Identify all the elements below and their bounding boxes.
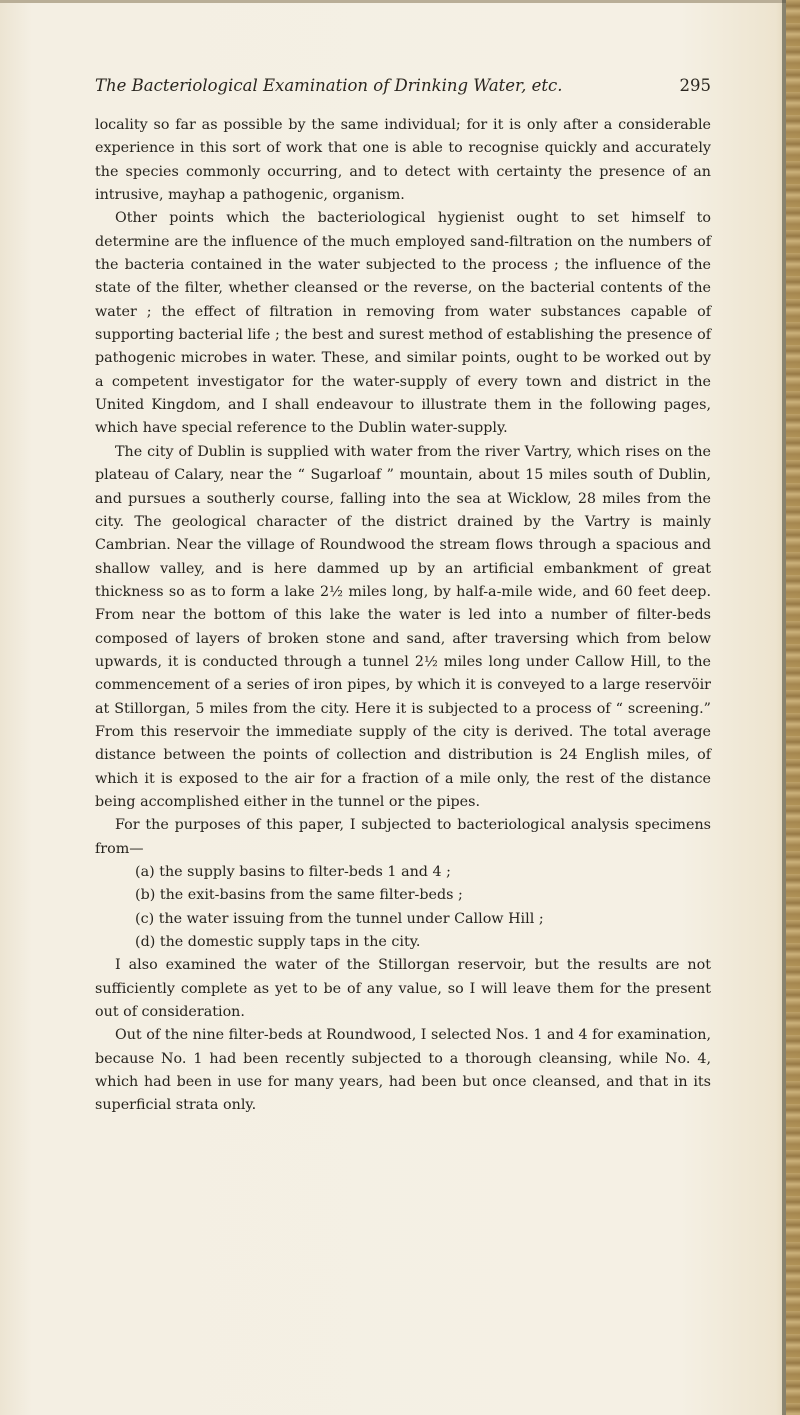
running-title: The Bacteriological Examination of Drinking Water, etc. (95, 76, 563, 95)
book-spine-binding (786, 0, 800, 1415)
paragraph-6: Out of the nine filter-beds at Roundwood, I selected Nos. 1 and 4 for examination, because No. 1 had been recently subjected to a thorough cleansing, while No. 4, which had been in use for many years, had been but once cleansed, and that in its superficial strata only. (95, 1027, 711, 1114)
list-item-c: (c) the water issuing from the tunnel under Callow Hill ; (135, 910, 544, 927)
paragraph-3: The city of Dublin is supplied with water from the river Vartry, which rises on the plateau of Calary, near the “ Sugarloaf ” mountain, about 15 miles south of Dublin, and pursues a southerly course, falling into the sea at Wicklow, 28 miles from the city. The geological character of the district drained by the Vartry is mainly Cambrian. Near the village of Roundwood the stream flows through a spacious and shallow valley, and is here dammed up by an artificial embankment of great thickness so as to form a lake 2½ miles long, by half-a-mile wide, and 60 feet deep. From near the bottom of this lake the water is led into a number of filter-beds composed of layers of broken stone and sand, after traversing which from below upwards, it is conducted through a tunnel 2½ miles long under Callow Hill, to the commencement of a series of iron pipes, by which it is conveyed to a large reservöir at Stillorgan, 5 miles from the city. Here it is subjected to a process of “ screening.” From this reservoir the immediate supply of the city is derived. The total average distance between the points of collection and distribution is 24 English miles, of which it is exposed to the air for a fraction of a mile only, the rest of the distance being accomplished either in the tunnel or the pipes. (95, 443, 711, 810)
paragraph-1: locality so far as possible by the same individual; for it is only after a considerable experience in this sort of work that one is able to recognise quickly and accurately the species commonly occurring, and to detect with certainty the presence of an intrusive, mayhap a pathogenic, organism. (95, 117, 711, 204)
list-item-a: (a) the supply basins to filter-beds 1 and 4 ; (135, 864, 451, 880)
page-number: 295 (679, 76, 711, 95)
page-top-edge (0, 0, 786, 3)
list-item-b: (b) the exit-basins from the same filter-beds ; (135, 887, 463, 904)
paragraph-5: I also examined the water of the Stillorgan reservoir, but the results are not sufficiently complete as yet to be of any value, so I will leave them for the present out of consideration. (95, 957, 711, 1021)
body-text (95, 114, 711, 1118)
paragraph-4: For the purposes of this paper, I subjected to bacteriological analysis specimens from— (95, 817, 711, 857)
paragraph-2: Other points which the bacteriological hygienist ought to set himself to determine are the influence of the much employed sand-filtration on the numbers of the bacteria contained in the water subjected to the process ; the influence of the state of the filter, whether cleansed or the reverse, on the bacterial contents of the water ; the effect of filtration in removing from water substances capable of supporting bacterial life ; the best and surest method of establishing the presence of pathogenic microbes in water. These, and similar points, ought to be worked out by a competent investigator for the water-supply of every town and district in the United Kingdom, and I shall endeavour to illustrate them in the following pages, which have special reference to the Dublin water-supply. (95, 210, 711, 437)
running-header (95, 76, 711, 104)
list-item-d: (d) the domestic supply taps in the city. (135, 934, 421, 951)
